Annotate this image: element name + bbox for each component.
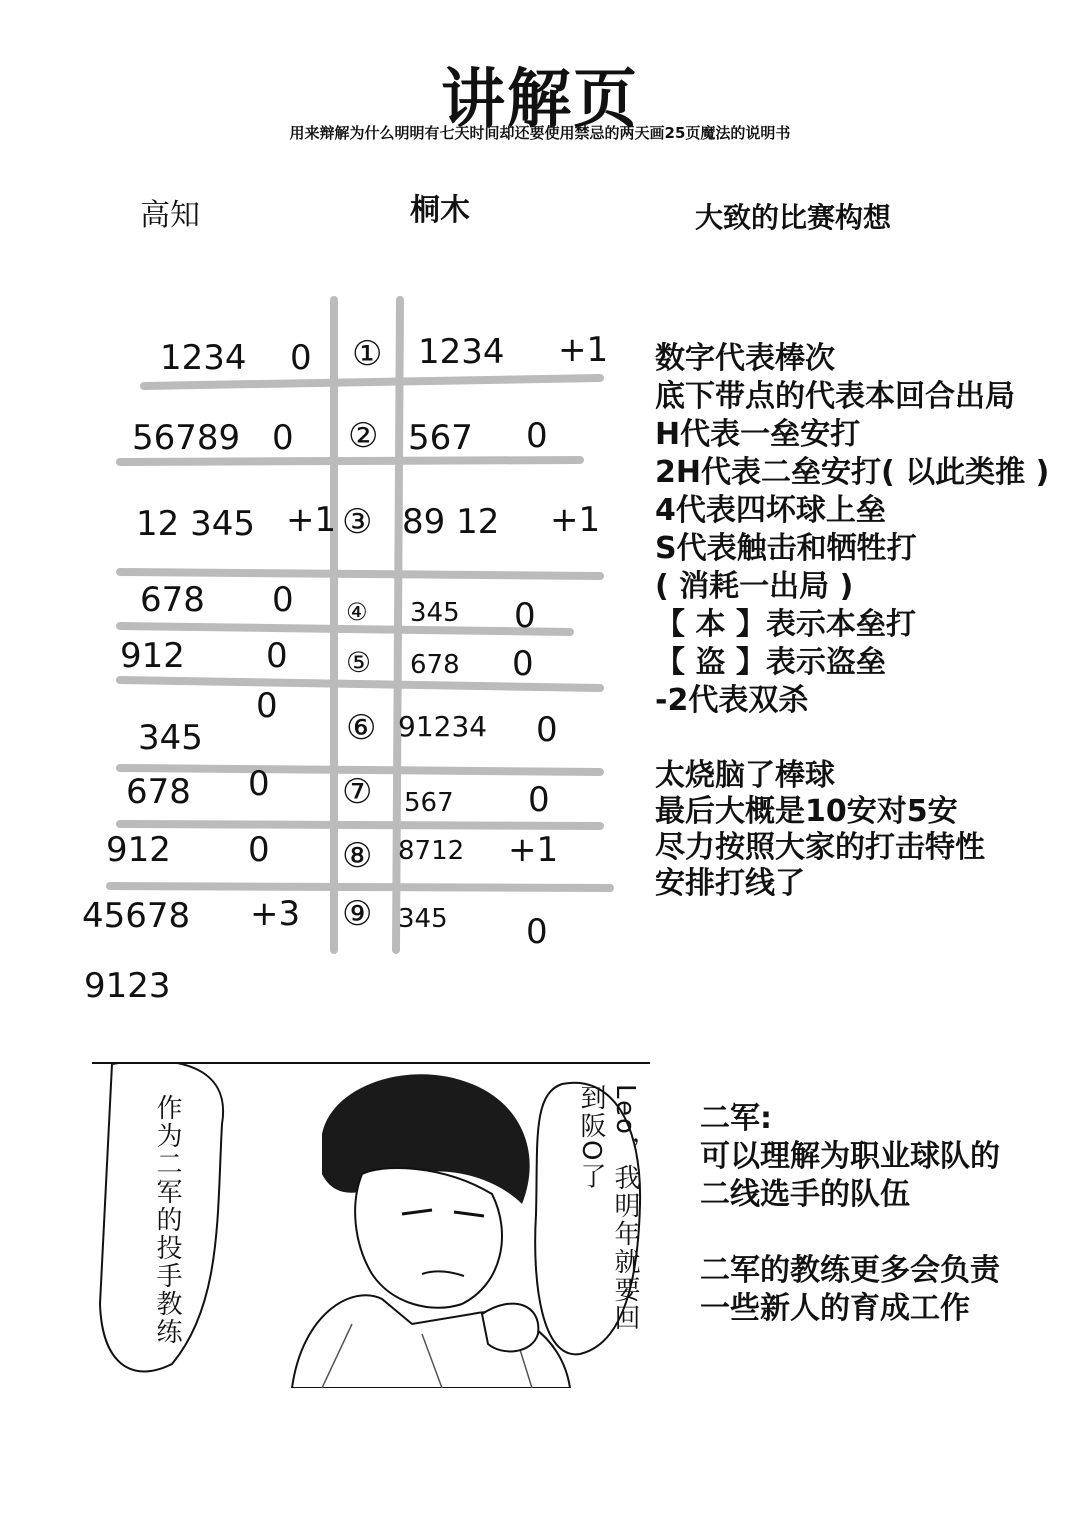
inning-9-right: 345 — [398, 904, 448, 934]
inning-3-right: 89 12 — [402, 502, 500, 542]
erjun-line: 可以理解为职业球队的 — [700, 1139, 1000, 1174]
note-line: 太烧脑了棒球 — [655, 758, 835, 793]
inning-7-number: ⑦ — [342, 772, 373, 812]
team-right-label: 桐木 — [410, 193, 470, 228]
inning-8-number: ⑧ — [342, 836, 373, 876]
legend-item: 底下带点的代表本回合出局 — [655, 379, 1015, 414]
page-title: 讲解页 — [441, 63, 639, 137]
inning-9-left: 45678 — [82, 896, 191, 936]
inning-5-right: 678 — [410, 650, 460, 680]
inning-4-right: 345 — [410, 598, 460, 628]
legend-item: H代表一垒安打 — [655, 417, 861, 452]
inning-1-right-runs: +1 — [558, 330, 609, 370]
inning-8-right-runs: +1 — [508, 830, 559, 870]
inning-4-number: ④ — [346, 598, 368, 626]
note-line: 最后大概是10安对5安 — [655, 794, 958, 829]
inning-9-number: ⑨ — [342, 894, 373, 934]
inning-9-right-runs: 0 — [526, 912, 548, 952]
game-concept-heading: 大致的比赛构想 — [695, 201, 892, 234]
inning-7-right: 567 — [404, 788, 454, 818]
team-left-label: 高知 — [140, 198, 200, 233]
inning-8-left: 912 — [106, 830, 171, 870]
inning-7-left-runs: 0 — [248, 764, 270, 804]
inning-4-left: 678 — [140, 580, 205, 620]
inning-6-left-runs: 0 — [256, 686, 278, 726]
legend — [655, 340, 1049, 720]
inning-5-left: 912 — [120, 636, 185, 676]
inning-8-left-runs: 0 — [248, 830, 270, 870]
page-subtitle: 用来辩解为什么明明有七天时间却还要使用禁忌的两天画25页魔法的说明书 — [289, 124, 791, 142]
inning-3-number: ③ — [342, 502, 373, 542]
erjun-line: 一些新人的育成工作 — [700, 1291, 970, 1326]
erjun-line: 二军的教练更多会负责 — [700, 1253, 1000, 1288]
erjun-line: 二线选手的队伍 — [700, 1177, 910, 1212]
legend-item: ( 消耗一出局 ) — [655, 569, 854, 604]
inning-1-left-runs: 0 — [290, 338, 312, 378]
inning-9-left-runs: +3 — [250, 894, 301, 934]
speech-bubble-left: 作为二军的投手教练 — [152, 1094, 182, 1346]
legend-item: S代表触击和牺牲打 — [655, 531, 917, 566]
inning-1-left: 1234 — [160, 338, 247, 378]
inning-6-left: 345 — [138, 718, 203, 758]
inning-3-left: 12 345 — [136, 504, 255, 544]
inning-5-left-runs: 0 — [266, 636, 288, 676]
note-line: 安排打线了 — [655, 866, 805, 901]
manga-panel — [92, 1062, 650, 1388]
inning-5-right-runs: 0 — [512, 644, 534, 684]
legend-item: 2H代表二垒安打( 以此类推 ) — [655, 455, 1050, 490]
inning-2-left: 56789 — [132, 418, 241, 458]
inning-6-number: ⑥ — [346, 708, 377, 748]
legend-item: -2代表双杀 — [655, 683, 809, 718]
inning-2-right: 567 — [408, 418, 473, 458]
inning-7-right-runs: 0 — [528, 780, 550, 820]
speech-bubble-right: Leo，我明年就要回到阪O了 — [576, 1084, 640, 1332]
legend-item: 【 盗 】表示盗垒 — [655, 645, 886, 680]
note-line: 尽力按照大家的打击特性 — [655, 830, 985, 865]
inning-4-right-runs: 0 — [514, 596, 536, 636]
legend-item: 4代表四坏球上垒 — [655, 493, 886, 528]
inning-2-left-runs: 0 — [272, 418, 294, 458]
erjun-explanation — [700, 1100, 1000, 1328]
inning-3-left-runs: +1 — [286, 500, 337, 540]
notes — [655, 758, 985, 902]
inning-1-right: 1234 — [418, 332, 505, 372]
inning-1-number: ① — [352, 334, 383, 374]
legend-item: 数字代表棒次 — [655, 341, 835, 376]
inning-6-right: 91234 — [398, 710, 488, 743]
inning-5-number: ⑤ — [346, 646, 372, 679]
inning-3-right-runs: +1 — [550, 500, 601, 540]
inning-8-right: 8712 — [398, 836, 465, 866]
legend-item: 【 本 】表示本垒打 — [655, 607, 916, 642]
inning-2-number: ② — [348, 416, 379, 456]
inning-4-left-runs: 0 — [272, 580, 294, 620]
inning-2-right-runs: 0 — [526, 416, 548, 456]
erjun-heading: 二军: — [700, 1101, 772, 1136]
extra-row: 9123 — [84, 966, 171, 1006]
scoreboard — [80, 290, 620, 1030]
inning-7-left: 678 — [126, 772, 191, 812]
inning-6-right-runs: 0 — [536, 710, 558, 750]
